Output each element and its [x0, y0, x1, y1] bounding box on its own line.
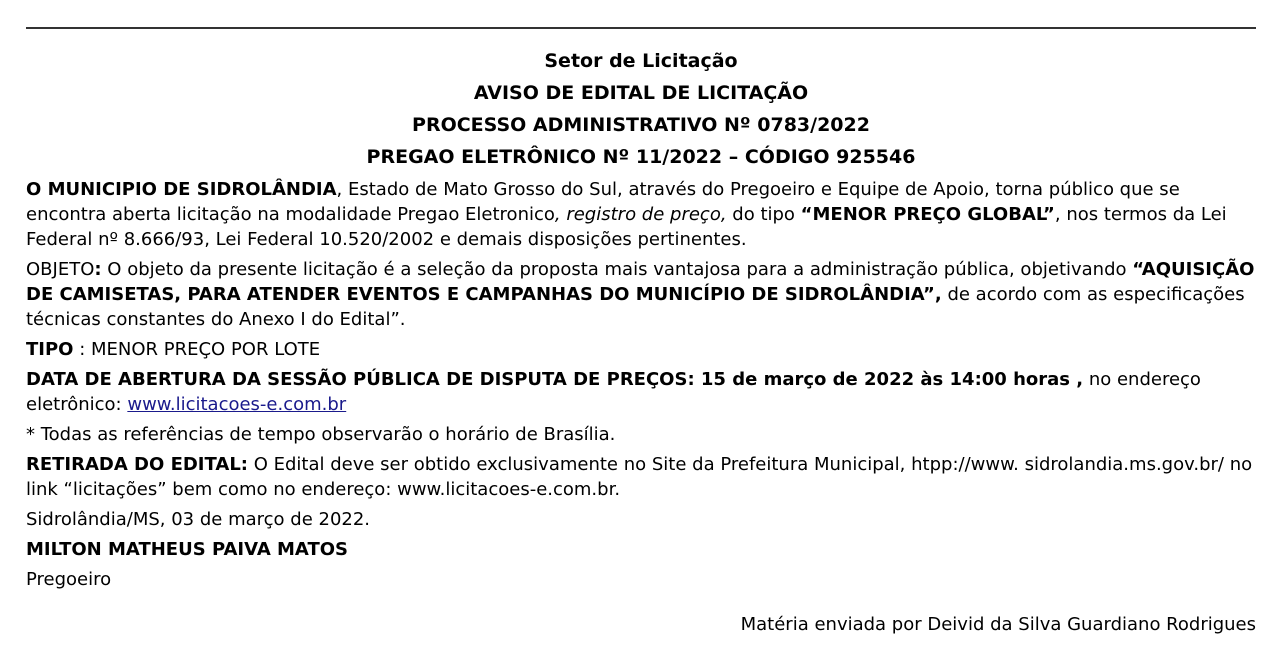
- signatory-role: Pregoeiro: [26, 569, 112, 590]
- auction-number: PREGAO ELETRÔNICO Nº 11/2022 – CÓDIGO 925546: [366, 146, 916, 168]
- retirada-paragraph: [26, 452, 1256, 502]
- opening-date: DATA DE ABERTURA DA SESSÃO PÚBLICA DE DISPUTA DE PREÇOS: 15 de março de 2022 às 14:00 horas ,: [26, 369, 1084, 390]
- opening-paragraph: [26, 367, 1256, 417]
- intro-paragraph: [26, 177, 1256, 252]
- notice-title: AVISO DE EDITAL DE LICITAÇÃO: [473, 82, 809, 104]
- tipo-label: TIPO: [26, 339, 74, 360]
- licitacoes-link[interactable]: www.licitacoes-e.com.br: [127, 394, 347, 415]
- sector-heading: Setor de Licitação: [544, 50, 738, 72]
- objeto-label: OBJETO: [26, 259, 95, 280]
- submission-credit: Matéria enviada por Deivid da Silva Guardiano Rodrigues: [740, 614, 1256, 635]
- objeto-paragraph: [26, 257, 1256, 332]
- intro-italic: , registro de preço,: [554, 204, 727, 225]
- objeto-text-1: O objeto da presente licitação é a seleção da proposta mais vantajosa para a administração pública, objetivando: [101, 259, 1133, 280]
- top-divider: [26, 27, 1256, 29]
- intro-text-1: , Estado de Mato Grosso do Sul, através do Pregoeiro e Equipe de Apoio, torna público que se encontra aberta licitação na modalidade Pregao Eletronico: [26, 179, 1180, 225]
- objeto-bold: “AQUISIÇÃO DE CAMISETAS, PARA ATENDER EVENTOS E CAMPANHAS DO MUNICÍPIO DE SIDROLÂNDIA”,: [26, 259, 1255, 305]
- notice-body: [26, 177, 1256, 592]
- time-note: * Todas as referências de tempo observarão o horário de Brasília.: [26, 424, 616, 445]
- retirada-text: O Edital deve ser obtido exclusivamente no Site da Prefeitura Municipal, htpp://www. sidrolandia.ms.gov.br/ no link “licitações” bem como no endereço: www.licitacoes-e.com.br.: [26, 454, 1253, 500]
- place-date: Sidrolândia/MS, 03 de março de 2022.: [26, 509, 371, 530]
- objeto-colon: :: [94, 259, 102, 280]
- heading-block: [26, 45, 1256, 173]
- retirada-label: RETIRADA DO EDITAL:: [26, 454, 248, 475]
- intro-text-2: do tipo: [726, 204, 801, 225]
- opening-text: no endereço eletrônico:: [26, 369, 1201, 415]
- intro-type: “MENOR PREÇO GLOBAL”: [800, 204, 1055, 225]
- entity-name: O MUNICIPIO DE SIDROLÂNDIA: [26, 179, 337, 200]
- objeto-text-2: de acordo com as especificações técnicas constantes do Anexo I do Edital”.: [26, 284, 1245, 330]
- signatory-name: MILTON MATHEUS PAIVA MATOS: [26, 539, 349, 560]
- tipo-paragraph: [26, 337, 1256, 362]
- intro-text-3: , nos termos da Lei Federal nº 8.666/93, Lei Federal 10.520/2002 e demais disposições pertinentes.: [26, 204, 1227, 250]
- tipo-text: : MENOR PREÇO POR LOTE: [73, 339, 321, 360]
- process-number: PROCESSO ADMINISTRATIVO Nº 0783/2022: [412, 114, 870, 136]
